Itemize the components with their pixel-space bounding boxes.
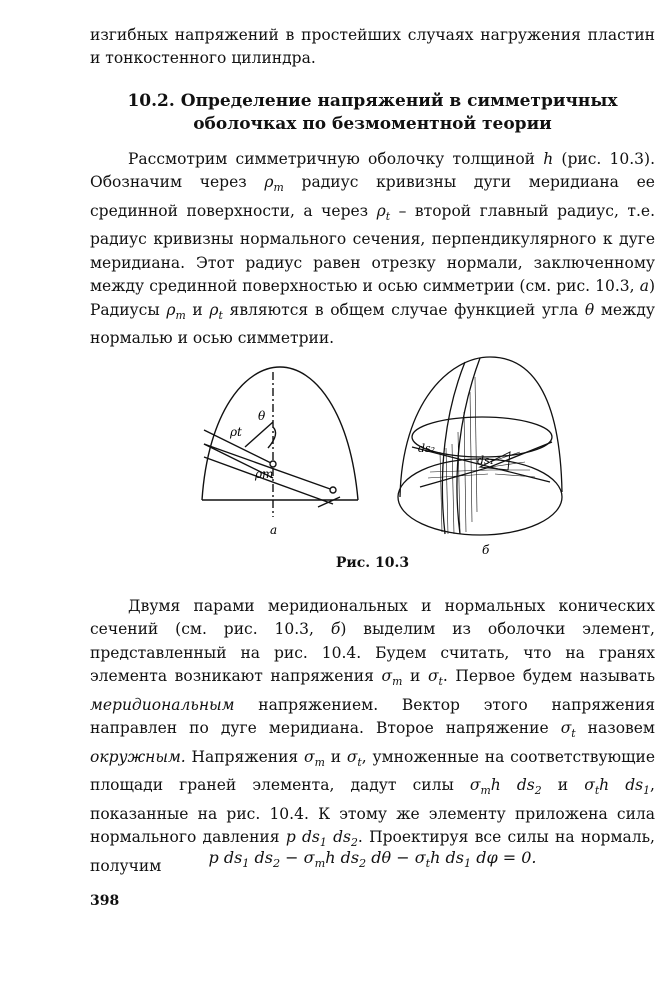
- text: Двумя парами меридиональных и нормальных конических сечений (см. рис. 10.3,: [90, 597, 655, 639]
- math-sigma-m: $\sigma_m$: [381, 667, 403, 689]
- text: между нормалью и осью симметрии.: [90, 300, 655, 348]
- text: Напряжения: [185, 747, 304, 766]
- text: , умноженные на соответствующие площади граней элемента, дадут силы: [90, 747, 655, 795]
- text: (рис. 10.3). Обозначим через: [90, 150, 655, 192]
- math-h: h: [543, 150, 554, 168]
- center-m: [330, 487, 336, 493]
- text: . Первое будем называть: [442, 667, 655, 686]
- math-rho-m-2: $\rho_m$: [166, 300, 186, 322]
- label-a: а: [270, 523, 278, 537]
- text: . Проектируя все силы на нормаль, получим: [90, 828, 655, 875]
- equation: p $ds_1$ $ds_2 - \sigma_mh$ $ds_2$ $d\theta - \sigma_th$ $ds_1$ dφ = 0.: [208, 848, 537, 871]
- math-sigma-t-2: $\sigma_t$: [560, 719, 576, 741]
- text: напряжением. Вектор этого напряжения направлен по дуге меридиана. Второе напряжение: [90, 695, 655, 738]
- meridian-arc: [202, 367, 358, 500]
- text: Рассмотрим симметричную оболочку толщиной: [128, 150, 544, 168]
- label-theta: θ: [258, 409, 266, 423]
- math-force-2: $\sigma_th$ $ds_1$: [584, 776, 651, 798]
- text: назовем: [575, 719, 655, 738]
- math-sigma-m-2: $\sigma_m$: [304, 747, 325, 769]
- text: и: [324, 747, 347, 766]
- paragraph-1: [90, 148, 655, 351]
- intro-paragraph: изгибных напряжений в простейших случаях нагружения пластин и тонкостенного цилиндра.: [90, 26, 655, 68]
- figure-caption: Рис. 10.3: [335, 555, 410, 571]
- section-title: Определение напряжений в симметричных оболочках по безмоментной теории: [180, 91, 618, 134]
- term-meridional: меридиональным: [90, 695, 235, 714]
- diagram-a: [202, 367, 358, 517]
- section-number: 10.2.: [127, 91, 175, 111]
- math-force-1: $\sigma_mh$ $ds_2$: [469, 776, 542, 798]
- text: – второй главный радиус, т.е. радиус кривизны нормального сечения, перпендикулярного к дуге меридиана. Этот радиус равен отрезку нормали, заключенному между срединной поверхностью и осью симметрии (см. рис. 10.3,: [90, 201, 655, 296]
- label-rho-t: ρt: [230, 425, 242, 439]
- label-ds1: ds₁: [477, 454, 495, 467]
- text: , показанные на рис. 10.4. К этому же элементу приложена сила нормального давления: [90, 776, 655, 847]
- label-b: б: [482, 543, 490, 557]
- math-sigma-t: $\sigma_t$: [427, 667, 443, 689]
- math-sigma-t-3: $\sigma_t$: [346, 747, 362, 769]
- section-heading: [90, 90, 655, 136]
- label-ds2: ds₂: [418, 442, 436, 455]
- text: и: [402, 667, 428, 686]
- math-rho-m: $\rho_m$: [264, 173, 284, 195]
- text: являются в общем случае функцией угла: [222, 300, 585, 319]
- ref-a: а: [639, 277, 649, 296]
- label-rho-m: ρm: [255, 467, 274, 481]
- text: и: [541, 776, 585, 795]
- math-rho-t: $\rho_t$: [376, 201, 391, 223]
- theta-arc: [268, 427, 276, 448]
- text: ) Радиусы: [90, 277, 655, 319]
- text: радиус кривизны дуги меридиана ее срединной поверхности, а через: [90, 173, 655, 220]
- text: ) выделим из оболочки элемент, представленный на рис. 10.4. Будем считать, что на гранях элемента возникают напряжения: [90, 620, 655, 686]
- math-theta: θ: [584, 300, 595, 319]
- ref-b: б: [330, 620, 341, 639]
- math-pressure: p $ds_1$ $ds_2$: [285, 828, 358, 850]
- term-circumferential: окружным.: [90, 747, 186, 766]
- dome-outline: [400, 357, 562, 497]
- paragraph-2: [90, 595, 655, 878]
- math-rho-t-2: $\rho_t$: [209, 300, 223, 322]
- page-number: 398: [90, 893, 120, 909]
- figure-10-3: [190, 352, 590, 562]
- text: и: [185, 300, 210, 319]
